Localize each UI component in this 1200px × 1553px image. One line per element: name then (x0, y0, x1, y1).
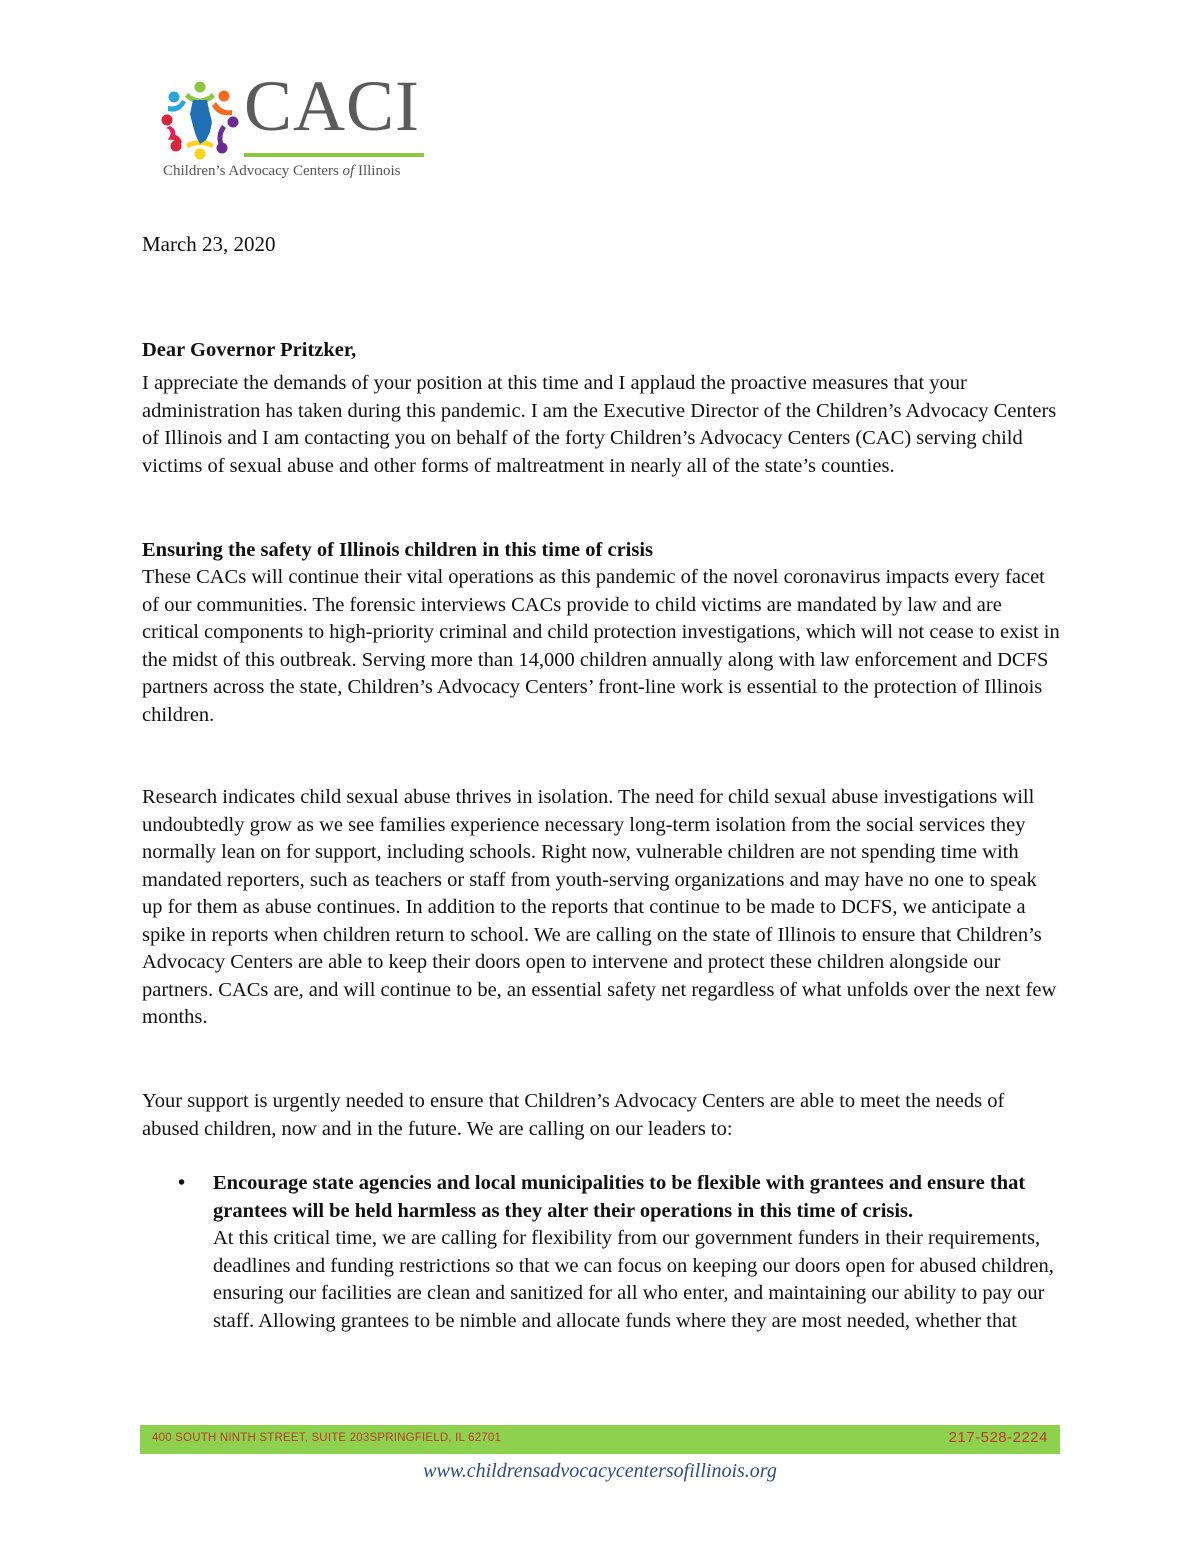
paragraph-intro: I appreciate the demands of your position at this time and I applaud the proactive measures that your administration has taken during this pandemic. I am the Executive Director of the Children’s Advocacy Centers of Illinois and I am contacting you on behalf of the forty Children’s Advocacy Centers (CAC) serving child victims of sexual abuse and other forms of maltreatment in nearly all of the state’s counties. (142, 372, 1057, 477)
children-circle-logo-icon (160, 80, 240, 160)
logo-tagline-end: Illinois (354, 163, 401, 179)
footer-address: 400 SOUTH NINTH STREET, SUITE 203SPRINGFIELD, IL 62701 (152, 1432, 502, 1444)
footer-phone: 217-528-2224 (948, 1429, 1048, 1446)
caci-logo (160, 66, 425, 188)
paragraph-call-to-action: Your support is urgently needed to ensure that Children’s Advocacy Centers are able to meet the needs of abused children, now and in the future. We are calling on our leaders to: (142, 1090, 1005, 1140)
letter-salutation: Dear Governor Pritzker, (142, 339, 357, 361)
section-heading: Ensuring the safety of Illinois children in this time of crisis (142, 539, 654, 561)
footer-bar (140, 1425, 1060, 1454)
bullet-title: Encourage state agencies and local municipalities to be flexible with grantees and ensure that grantees will be held harmless as they alter their operations in this time of crisis. (213, 1172, 1026, 1222)
logo-tagline-italic: of (342, 163, 355, 179)
bullet-text: At this critical time, we are calling for flexibility from our government funders in their requirements, deadlines and funding restrictions so that we can focus on keeping our doors open for abused children, ensuring our facilities are clean and sanitized for all who enter, and maintaining our ability to pay our staff. Allowing grantees to be nimble and allocate funds where they are most needed, whether that (213, 1227, 1054, 1332)
paragraph-operations: These CACs will continue their vital operations as this pandemic of the novel coronavirus impacts every facet of our communities. The forensic interviews CACs provide to child victims are mandated by law and are critical components to high-priority criminal and child protection investigations, which will not cease to exist in the midst of this outbreak. Serving more than 14,000 children annually along with law enforcement and DCFS partners across the state, Children’s Advocacy Centers’ front-line work is essential to the protection of Illinois children. (142, 566, 1060, 726)
logo-tagline (163, 163, 400, 180)
bullet-icon: • (178, 1172, 186, 1194)
bullet-content (213, 1170, 1062, 1335)
list-item (142, 1170, 1062, 1335)
logo-tagline-start: Children’s Advocacy Centers (163, 163, 343, 179)
logo-underline (244, 153, 424, 157)
paragraph-research: Research indicates child sexual abuse thrives in isolation. The need for child sexual abuse investigations will undoubtedly grow as we see families experience necessary long-term isolation from the social services they normally lean on for support, including schools. Right now, vulnerable children are not spending time with mandated reporters, such as teachers or staff from youth-serving organizations and may have no one to speak up for them as abuse continues. In addition to the reports that continue to be made to DCFS, we anticipate a spike in reports when children return to school. We are calling on the state of Illinois to ensure that Children’s Advocacy Centers are able to keep their doors open to intervene and protect these children alongside our partners. CACs are, and will continue to be, an essential safety net regardless of what unfolds over the next few months. (142, 786, 1057, 1028)
letter-date: March 23, 2020 (142, 232, 276, 256)
request-list (142, 1170, 1062, 1335)
footer-website-link[interactable]: www.childrensadvocacycentersofillinois.org (423, 1460, 777, 1482)
logo-wordmark: CACI (244, 66, 421, 146)
